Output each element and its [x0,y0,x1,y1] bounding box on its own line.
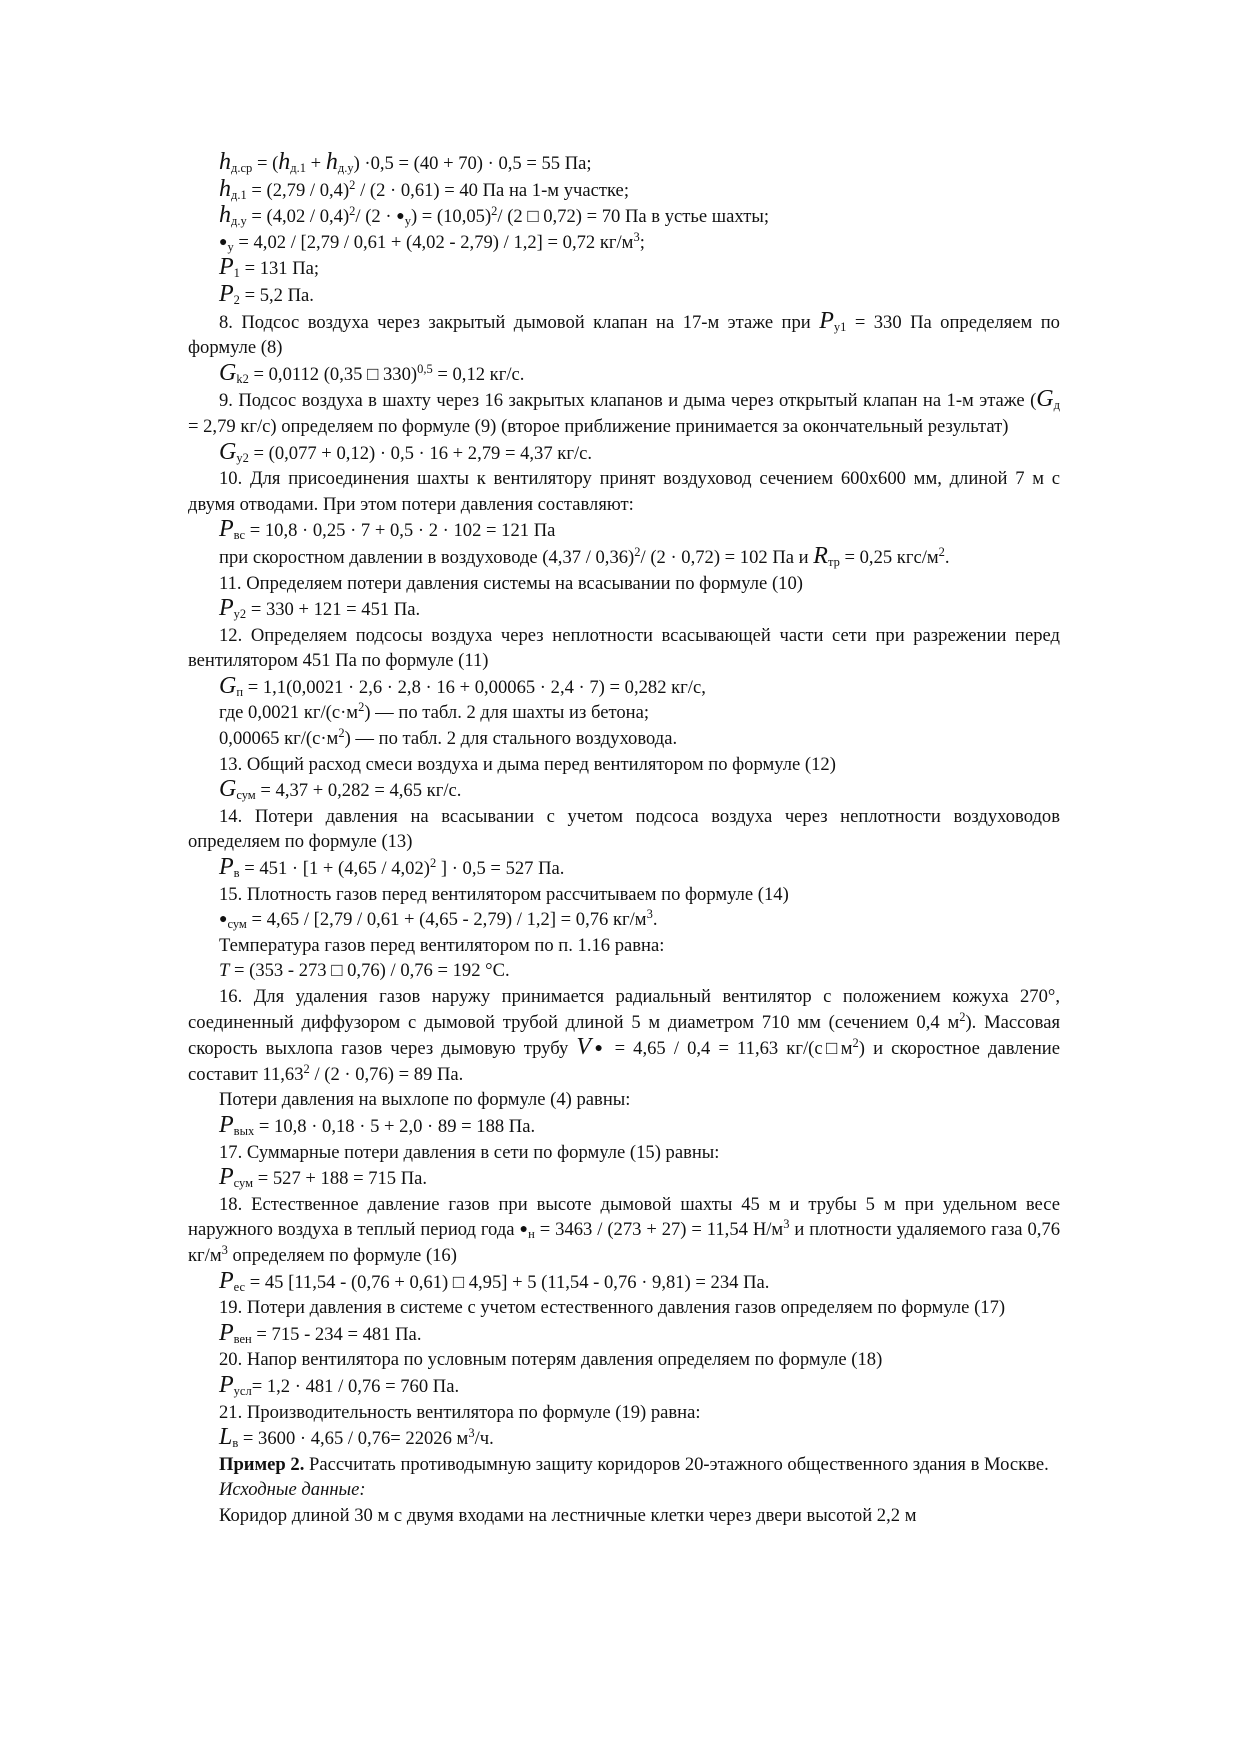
formula-line: $P_{у2} = 330 + 121 = 451$ Па. [219,595,421,622]
formula-line: $G_{k2} = 0,0112$ (0,35 □ 330)$^{0,5}$ = 0,12 кг/с. [219,359,525,386]
formula-line: $L_в = 3600 \cdot 4,65 / 0,76= 22026$ $м^3/ч$. [219,1424,494,1451]
formula-line: $P_{сум} = 527 + 188 = 715$ Па. [219,1164,428,1191]
paragraph: 17. Суммарные потери давления в сети по формуле (15) равны: [219,1141,720,1163]
paragraph: 8. Подсос воздуха через закрытый дымовой клапан на 17-м этаже при $P_{у1} = 330$ Па определяем по формуле (8) [188,307,1060,359]
paragraph: 12. Определяем подсосы воздуха через неплотности всасывающей части сети при разрежении перед вентилятором 451 Па по формуле (11) [188,624,1060,672]
formula-line: $P_{вен} = 715 - 234 = 481$ Па. [219,1319,422,1346]
paragraph: 18. Естественное давление газов при высоте дымовой шахты 45 м и трубы 5 м при удельном весе наружного воздуха в теплый период года $●_н = 3463 / (273 + 27) = 11,54$ $Н/м^3$ и плотности удаляемого газа 0,76 $кг/м^3$ определяем по формуле (16) [188,1193,1060,1266]
paragraph: 11. Определяем потери давления системы на всасывании по формуле (10) [219,572,803,594]
formula-line: $P_{ес} = 45$ [11,54 - (0,76 + 0,61) □ 4,95] + 5 (11,54 - 0,76 · 9,81) = 234 Па. [219,1267,770,1294]
formula-line: $P_{вс} = 10,8 \cdot 0,25 \cdot 7 + 0,5 \cdot 2 \cdot 102 = 121$ Па [219,516,556,543]
formula-line: Потери давления на выхлопе по формуле (4) равны: [219,1089,631,1111]
formula-line: $●_у = 4,02 / [2,79 / 0,61 + (4,02 - 2,79) / 1,2] = 0,72$ $кг/м^3$; [219,229,645,254]
paragraph: 19. Потери давления в системе с учетом естественного давления газов определяем по формуле (17) [219,1297,1006,1319]
formula-line: $P_1 = 131$ Па; [219,254,320,281]
formula-line: T = (353 - 273 □ 0,76) / 0,76 = 192 °С. [219,960,510,982]
formula-line: где 0,0021 $кг/(с\cdot м^2)$ — по табл. 2 для шахты из бетона; [219,700,649,724]
formula-line: $h_{д.1} = (2,79 / 0,4)^2 / (2 \cdot 0,61) = 40$ Па на 1-м участке; [219,175,629,202]
paragraph: 13. Общий расход смеси воздуха и дыма перед вентилятором по формуле (12) [219,753,836,775]
paragraph: 9. Подсос воздуха в шахту через 16 закрытых клапанов и дыма через открытый клапан на 1-м этаже ($G_д = 2,79$ кг/с) определяем по формуле (9) (второе приближение принимается за окончательный результат) [188,386,1060,437]
paragraph: 10. Для присоединения шахты к вентилятору принят воздуховод сечением 600х600 мм, длиной 7 м с двумя отводами. При этом потери давления составляют: [188,468,1060,515]
paragraph: 20. Напор вентилятора по условным потерям давления определяем по формуле (18) [219,1349,883,1371]
formula-line: при скоростном давлении в воздуховоде (4,37 / 0,36)$^2$/ (2 · 0,72) = 102 Па и $R_{тр} = 0,25$ кгс/$м^2$. [219,542,950,569]
paragraph: 14. Потери давления на всасывании с учетом подсоса воздуха через неплотности воздуховодов определяем по формуле (13) [188,805,1060,853]
formula-line: $G_п = 1,1(0,0021 \cdot 2,6 \cdot 2,8 \cdot 16 + 0,00065 \cdot 2,4 \cdot 7) = 0,282$ кг/с, [219,672,706,699]
example-heading: Пример 2. Рассчитать противодымную защиту коридоров 20-этажного общественного здания в Москве. [219,1453,1049,1475]
formula-line: $P_{вых} = 10,8 \cdot 0,18 \cdot 5 + 2,0 \cdot 89 = 188$ Па. [219,1111,536,1138]
formula-line: $P_{усл}= 1,2 \cdot 481 / 0,76 = 760$ Па. [219,1371,460,1398]
initial-data-label: Исходные данные: [219,1479,366,1501]
formula-line: $G_{сум} = 4,37 + 0,282 = 4,65$ кг/с. [219,776,462,803]
paragraph: Коридор длиной 30 м с двумя входами на лестничные клетки через двери высотой 2,2 м [219,1504,917,1526]
formula-line: $h_{д.ср} = (h_{д.1} + h_{д.у}) \cdot 0,5 = (40 + 70) \cdot 0,5 = 55$ Па; [219,149,592,175]
formula-line: $●_{сум} = 4,65 / [2,79 / 0,61 + (4,65 - 2,79) / 1,2] = 0,76$ $кг/м^3$. [219,907,658,932]
formula-line: $P_2 = 5,2$ Па. [219,280,314,307]
paragraph: 16. Для удаления газов наружу принимается радиальный вентилятор с положением кожуха 270°, соединенный диффузором с дымовой трубой длиной 5 м диаметром 710 мм (сечением 0,4 $м^2$). Массовая скорость выхлопа газов через дымовую трубу $V_● = 4,65 / 0,4 = 11,63$ $кг/(с□м^2)$ и скоростное давление составит 11,63$^2$ / (2 · 0,76) = 89 Па. [188,986,1061,1085]
formula-line: 0,00065 $кг/(с\cdot м^2)$ — по табл. 2 для стального воздуховода. [219,726,678,750]
formula-line: $P_в = 451 \cdot [1 + (4,65 / 4,02)^2$ ] · 0,5 = 527 Па. [219,854,565,881]
formula-line: Температура газов перед вентилятором по п. 1.16 равна: [219,934,665,956]
formula-line: $h_{д.у} = (4,02 / 0,4)^2/$ $(2 \cdot ●_у) = (10,05)^2/$ (2 □ 0,72) = 70 Па в устье шахты; [219,202,769,229]
document-page [188,150,1060,1528]
paragraph: 21. Производительность вентилятора по формуле (19) равна: [219,1401,701,1423]
paragraph: 15. Плотность газов перед вентилятором рассчитываем по формуле (14) [219,883,789,905]
formula-line: $G_{у2} = (0,077 + 0,12) \cdot 0,5 \cdot 16 + 2,79 = 4,37$ кг/с. [219,438,593,465]
